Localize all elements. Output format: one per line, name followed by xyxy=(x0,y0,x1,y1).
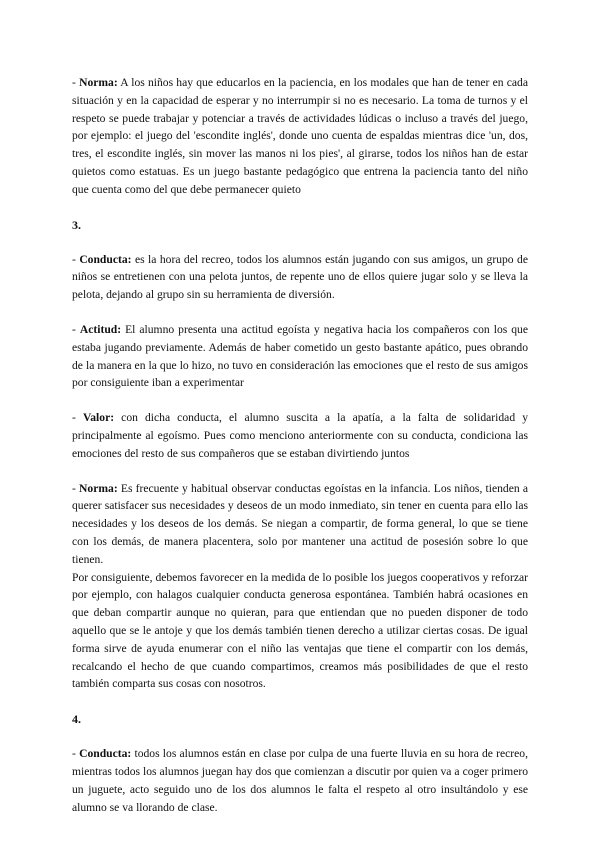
section-number-4: 4. xyxy=(72,712,81,727)
bullet-dash: - xyxy=(72,76,80,89)
bullet-dash: - xyxy=(72,747,80,761)
label-conducta: Conducta: xyxy=(79,252,132,266)
bullet-dash: - xyxy=(72,411,83,425)
bullet-dash: - xyxy=(72,481,80,495)
bullet-dash: - xyxy=(72,252,80,266)
label-conducta: Conducta: xyxy=(79,747,132,761)
paragraph-valor xyxy=(72,409,528,462)
paragraph-conducta-2 xyxy=(72,745,528,816)
paragraph-text: es la hora del recreo, todos los alumnos están jugando con sus amigos, un grupo de niños se entretienen con una pelota juntos, de repente uno de ellos quiere jugar solo y se lleva la pelota, dejando al grupo sin su herramienta de diversión. xyxy=(72,252,528,302)
paragraph-text: El alumno presenta una actitud egoísta y negativa hacia los compañeros con los que estaba jugando previamente. Además de haber cometido un gesto bastante apático, pues obrando de la manera en la que lo hizo, no tuvo en consideración las emociones que el resto de sus amigos por consiguiente iban a experimentar xyxy=(72,322,528,390)
label-actitud: Actitud: xyxy=(79,322,122,336)
paragraph-actitud xyxy=(72,321,528,392)
label-valor: Valor: xyxy=(82,411,115,425)
paragraph-text: Es frecuente y habitual observar conductas egoístas en la infancia. Los niños, tienden a querer satisfacer sus necesidades y deseos de un modo inmediato, sin tener en cuenta para ello las necesidades y los deseos de los demás. Se niegan a compartir, de forma general, lo que se tiene con los demás, de manera placentera, solo por mantener una actitud de posesión sobre lo que tienen. xyxy=(72,481,528,566)
paragraph-text: A los niños hay que educarlos en la paciencia, en los modales que han de tener en cada situación y en la capacidad de esperar y no interrumpir si no es necesario. La toma de turnos y el respeto se puede trabajar y potenciar a través de actividades lúdicas o incluso a través del juego, por ejemplo: el juego del 'escondite inglés', donde uno cuenta de espaldas mientras dice 'un, dos, tres, el escondite inglés, sin mover las manos ni los pies', al girarse, todos los niños han de estar quietos como estatuas. Es un juego bastante pedagógico que entrena la paciencia tanto del niño que cuenta como del que debe permanecer quieto xyxy=(72,76,528,196)
paragraph-conducta-1 xyxy=(72,251,528,304)
paragraph-norma-2 xyxy=(72,480,528,569)
paragraph-text: todos los alumnos están en clase por culpa de una fuerte lluvia en su hora de recreo, mientras todos los alumnos juegan hay dos que comienzan a discutir por quien va a coger primero un juguete, acto seguido uno de los dos alumnos le falta el respeto al otro insultándolo y ese alumno se va llorando de clase. xyxy=(72,747,528,814)
paragraph-norma-1 xyxy=(72,74,528,199)
label-norma: Norma: xyxy=(79,76,118,89)
bullet-dash: - xyxy=(72,322,80,336)
label-norma: Norma: xyxy=(79,481,118,495)
section-number-3: 3. xyxy=(72,217,81,232)
paragraph-text: con dicha conducta, el alumno suscita a la apatía, a la falta de solidaridad y principalmente al egoísmo. Pues como menciono anteriormente con su conducta, condiciona las emociones del resto de sus compañeros que se estaban divirtiendo juntos xyxy=(72,411,529,460)
paragraph-norma-2-continued: Por consiguiente, debemos favorecer en la medida de lo posible los juegos cooperativos y reforzar por ejemplo, con halagos cualquier conducta generosa espontánea. También habrá ocasiones en que deban compartir aunque no quieran, para que entiendan que no pueden disponer de todo aquello que se le antoje y que los demás también tienen derecho a utilizar ciertas cosas. De igual forma sirve de ayuda enumerar con el niño las ventajas que tiene el compartir con los demás, recalcando el hecho de que cuando compartimos, creamos más posibilidades de que el resto también comparta sus cosas con nosotros. xyxy=(72,570,528,691)
